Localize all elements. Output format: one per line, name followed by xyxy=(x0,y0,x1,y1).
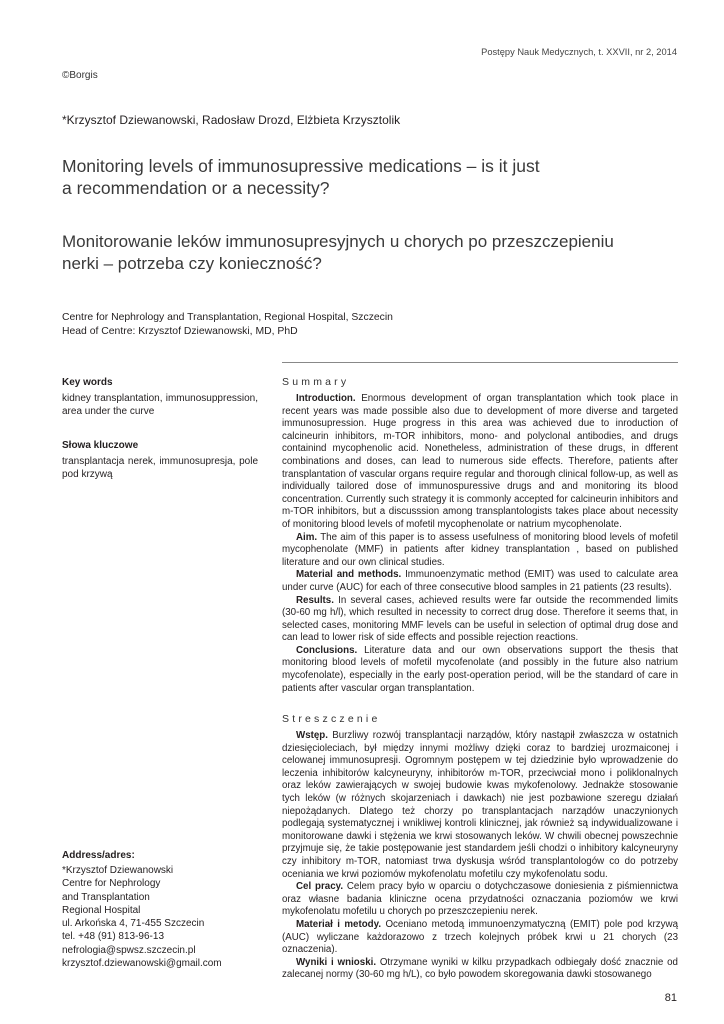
affiliation xyxy=(62,311,393,339)
label: Materiał i metody. xyxy=(296,918,382,930)
paragraph-text: Otrzymane wyniki w kilku przypadkach odbiegały dość znacznie od zalecanej normy (30-60 mg h/L), co było powodem skoregowania dawki stosowanego xyxy=(282,956,678,981)
streszczenie-cel xyxy=(282,881,678,919)
summary-results xyxy=(282,595,678,645)
address-line: Regional Hospital xyxy=(62,904,141,916)
email-link[interactable]: nefrologia@spwsz.szczecin.pl xyxy=(62,944,196,956)
section-divider xyxy=(282,362,678,363)
journal-header: Postępy Nauk Medycznych, t. XXVII, nr 2, 2014 xyxy=(481,47,677,57)
streszczenie-wstep xyxy=(282,730,678,881)
label: Wstęp. xyxy=(296,730,328,741)
title-polish-line: Monitorowanie leków immunosupresyjnych u chorych po przeszczepieniu xyxy=(62,232,614,251)
paragraph-text: Enormous development of organ transplantation which took place in recent years was made possible also due to development of more diverse and targeted immunosupression. Huge progress in this area was achieved due to inroduction of calcineurin inhibitors, m-TOR inhibitors, mono- and polyclonal antibodies, and drugs containind mycophenolic acid. Nonetheless, administration of these drugs, in dfferent combinations and doses, can lead to numerous side effects. Therefore, patients after transplantation of vascular organs require regular and thorough clinical follow-up, as well as individually tailored dose of immunospuressive drugs and and monitoring its blood concentration. Currently such strategy it is commonly accepted for calcineurin inhibitors and m-TOR inhibitors, but a discusssion among transplantologists takes place about necessity of monitoring blood levels of mofetil mycophenolate or natrium mycophenolate. xyxy=(282,393,678,530)
address-line: *Krzysztof Dziewanowski xyxy=(62,865,174,876)
address-line: tel. +48 (91) 813-96-13 xyxy=(62,931,165,943)
address-line: and Transplantation xyxy=(62,891,150,903)
paragraph-text: Literature data and our own observations support the thesis that monitoring blood levels of mofetil mycofenolate (and possibly in the future also natrium mycofenolate), especially in the early post-operation period, will be the standard of care in patients after vascular organ transplantation. xyxy=(282,644,678,694)
summary-aim xyxy=(282,532,678,570)
streszczenie-body xyxy=(282,730,678,982)
label: Aim. xyxy=(296,531,318,543)
paragraph-text: Burzliwy rozwój transplantacji narządów, który nastąpił zwłaszcza w ostatnich dziesięcioleciach, był między innymi możliwy dzięki coraz to bardziej urozmaiconej i celowanej immunosupresji. Ogromnym postępem w tej dziedzinie było wprowadzenie do leczenia inhibitorów kalcyneuryny, inhibitorów m-TOR, przeciwciał mono i poliklonalnych oraz leków zawierających w swojej budowie kwas mykofenolowy. Jednakże stosowanie tych leków (w różnych skojarzeniach i dawkach) nie jest pozbawione szeregu działań niepożądanych. Dlatego też chorzy po transplantacjach narządów unaczynionych podlegają systematycznej i wnikliwej kontroli klinicznej, jak również są indywidualizowane i monitorowane dawki i stężenia we krwi stosowanych leków. W chwili obecnej powszechnie przyjmuje się, że takie postępowanie jest standardem jeśli chodzi o inhibitory kalcyneuryny czy inhibitory m-TOR, natomiast trwa dyskusja wśród transplantologów co do potrzeby oceniania we krwi poziomów mykofenolatu mofetilu czy mykofenolatu sodu. xyxy=(282,730,678,880)
paragraph-text: In several cases, achieved results were far outside the recommended limits (30-60 mg h/l), which resulted in necessity to correct drug dose. Therefore it seems that, in selected cases, monitoring MMF levels can be useful in selection of optimal drug dose and can lead to lower risk of side effects and possible rejection reactions. xyxy=(282,594,678,644)
paragraph-text: The aim of this paper is to assess usefulness of monitoring blood levels of mofetil mycophenolate (MMF) in patients after kidney transplantation , based on published literature and our own clinical studies. xyxy=(282,531,678,568)
keywords-text: kidney transplantation, immunosuppression, area under the curve xyxy=(62,393,258,417)
title-polish-line: nerki – potrzeba czy konieczność? xyxy=(62,254,322,273)
paragraph-text: Celem pracy było w oparciu o dotychczasowe doniesienia z piśmiennictwa oraz własne badania kliniczne ocena przydatności oznaczania poziomów we krwi mykofenolatu mofetilu u chorych po przeszczepieniu nerek. xyxy=(282,881,678,918)
label: Results. xyxy=(296,594,334,606)
title-english xyxy=(62,155,662,199)
keywords-polish-text: transplantacja nerek, immunosupresja, pole pod krzywą xyxy=(62,456,258,480)
title-english-line: a recommendation or a necessity? xyxy=(62,178,330,198)
publisher-mark: ©Borgis xyxy=(62,70,98,81)
label: Material and methods. xyxy=(296,569,402,581)
address-line: ul. Arkońska 4, 71-455 Szczecin xyxy=(62,918,205,930)
email-link[interactable]: krzysztof.dziewanowski@gmail.com xyxy=(62,958,222,970)
summary-conclusions xyxy=(282,645,678,695)
paragraph-text: Oceniano metodą immunoenzymatyczną (EMIT) pole pod krzywą (AUC) wyliczane każdorazowo z trzech kolejnych próbek krwi u 21 chorych (23 oznaczenia). xyxy=(282,918,678,956)
summary-methods xyxy=(282,569,678,594)
summary-heading: Summary xyxy=(282,376,350,388)
streszczenie-heading: Streszczenie xyxy=(282,713,381,725)
summary-introduction xyxy=(282,393,678,532)
summary-body xyxy=(282,393,678,695)
authors: *Krzysztof Dziewanowski, Radosław Drozd, Elżbieta Krzysztolik xyxy=(62,113,401,127)
title-polish xyxy=(62,231,662,275)
label: Cel pracy. xyxy=(296,881,344,893)
label: Wyniki i wnioski. xyxy=(296,956,377,968)
affiliation-head: Head of Centre: Krzysztof Dziewanowski, MD, PhD xyxy=(62,326,298,337)
streszczenie-material xyxy=(282,919,678,957)
affiliation-line: Centre for Nephrology and Transplantation, Regional Hospital, Szczecin xyxy=(62,312,393,323)
address-line: Centre for Nephrology xyxy=(62,878,161,890)
address-block xyxy=(62,864,222,970)
label: Conclusions. xyxy=(296,644,358,656)
keywords-polish-heading: Słowa kluczowe xyxy=(62,440,139,451)
paragraph-text: Immunoenzymatic method (EMIT) was used to calculate area under curve (AUC) for each of three consecutive blood samples in 21 patients (23 results). xyxy=(282,569,678,593)
label: Introduction. xyxy=(296,393,356,404)
title-english-line: Monitoring levels of immunosupressive medications – is it just xyxy=(62,156,540,176)
streszczenie-wyniki xyxy=(282,957,678,982)
page-number: 81 xyxy=(664,992,677,1004)
keywords-heading: Key words xyxy=(62,377,113,388)
address-heading: Address/adres: xyxy=(62,850,135,861)
